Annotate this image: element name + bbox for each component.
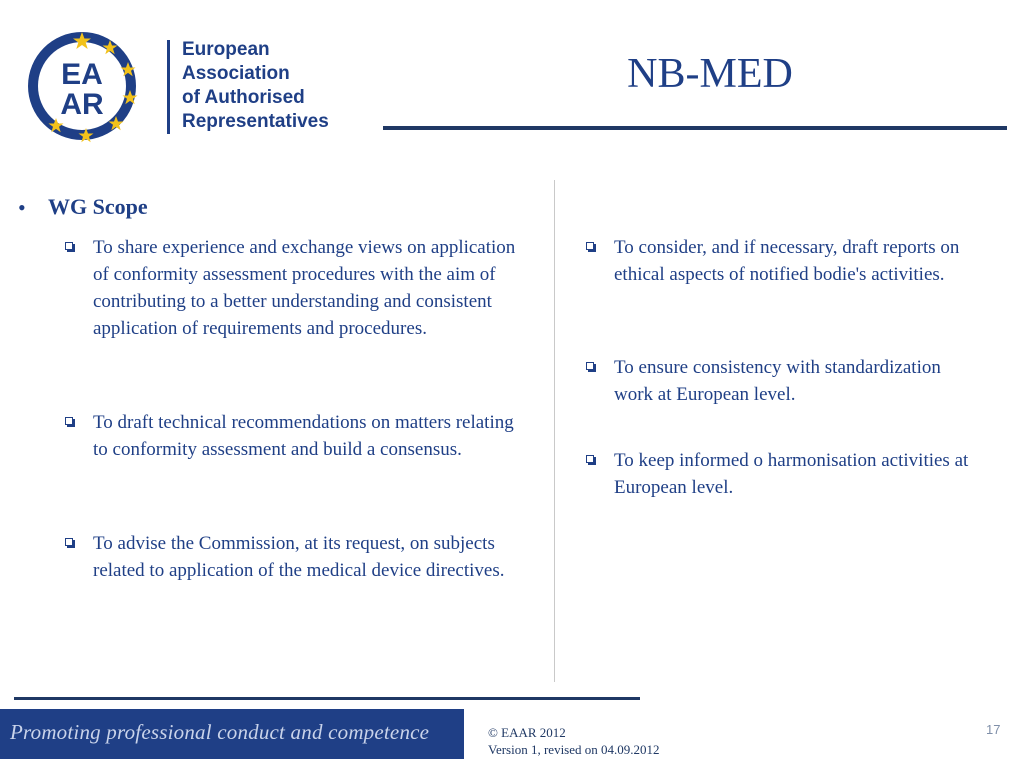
checkbox-bullet-icon	[65, 417, 75, 427]
scope-item-text: To ensure consistency with standardization work at European level.	[614, 357, 941, 405]
logo-divider	[167, 40, 170, 134]
section-heading: WG Scope	[48, 194, 148, 219]
footer-rule	[14, 697, 640, 700]
checkbox-bullet-icon	[65, 242, 75, 252]
eaar-logo	[22, 26, 334, 144]
checkbox-bullet-icon	[586, 362, 596, 372]
copyright-text: © EAAR 2012	[488, 725, 566, 740]
slogan-text: Promoting professional conduct and competence	[10, 720, 430, 744]
scope-item-text: To advise the Commission, at its request, on subjects related to application of the medical device directives.	[93, 533, 505, 581]
scope-item	[614, 447, 984, 501]
logo-initials-top: EA	[61, 58, 103, 91]
copyright-block	[488, 724, 660, 758]
scope-item-text: To consider, and if necessary, draft reports on ethical aspects of notified bodie's activities.	[614, 237, 960, 285]
slide-title: NB-MED	[627, 51, 793, 97]
scope-item	[93, 234, 533, 342]
page-number: 17	[986, 722, 1001, 737]
eaar-emblem-icon	[24, 28, 140, 144]
checkbox-bullet-icon	[586, 242, 596, 252]
checkbox-bullet-icon	[586, 455, 596, 465]
scope-item-text: To share experience and exchange views on application of conformity assessment procedures with the aim of contributing to a better understanding and consistent application of requirements and procedures.	[93, 237, 516, 339]
title-underline	[383, 126, 1007, 130]
logo-line: Representatives	[182, 111, 329, 132]
scope-item	[93, 530, 533, 584]
logo-initials-bottom: AR	[60, 88, 104, 121]
column-divider	[554, 180, 555, 682]
scope-item-text: To draft technical recommendations on matters relating to conformity assessment and build a consensus.	[93, 412, 514, 460]
checkbox-bullet-icon	[65, 538, 75, 548]
scope-item	[614, 354, 984, 408]
slogan-banner	[0, 709, 464, 759]
version-text: Version 1, revised on 04.09.2012	[488, 742, 660, 757]
logo-line: of Authorised	[182, 87, 305, 108]
logo-line: Association	[182, 63, 290, 84]
scope-item	[614, 234, 984, 288]
scope-item-text: To keep informed o harmonisation activities at European level.	[614, 450, 969, 498]
section-bullet: •	[18, 195, 26, 220]
logo-wordmark	[182, 38, 329, 134]
logo-line: European	[182, 39, 270, 60]
scope-item	[93, 409, 533, 463]
